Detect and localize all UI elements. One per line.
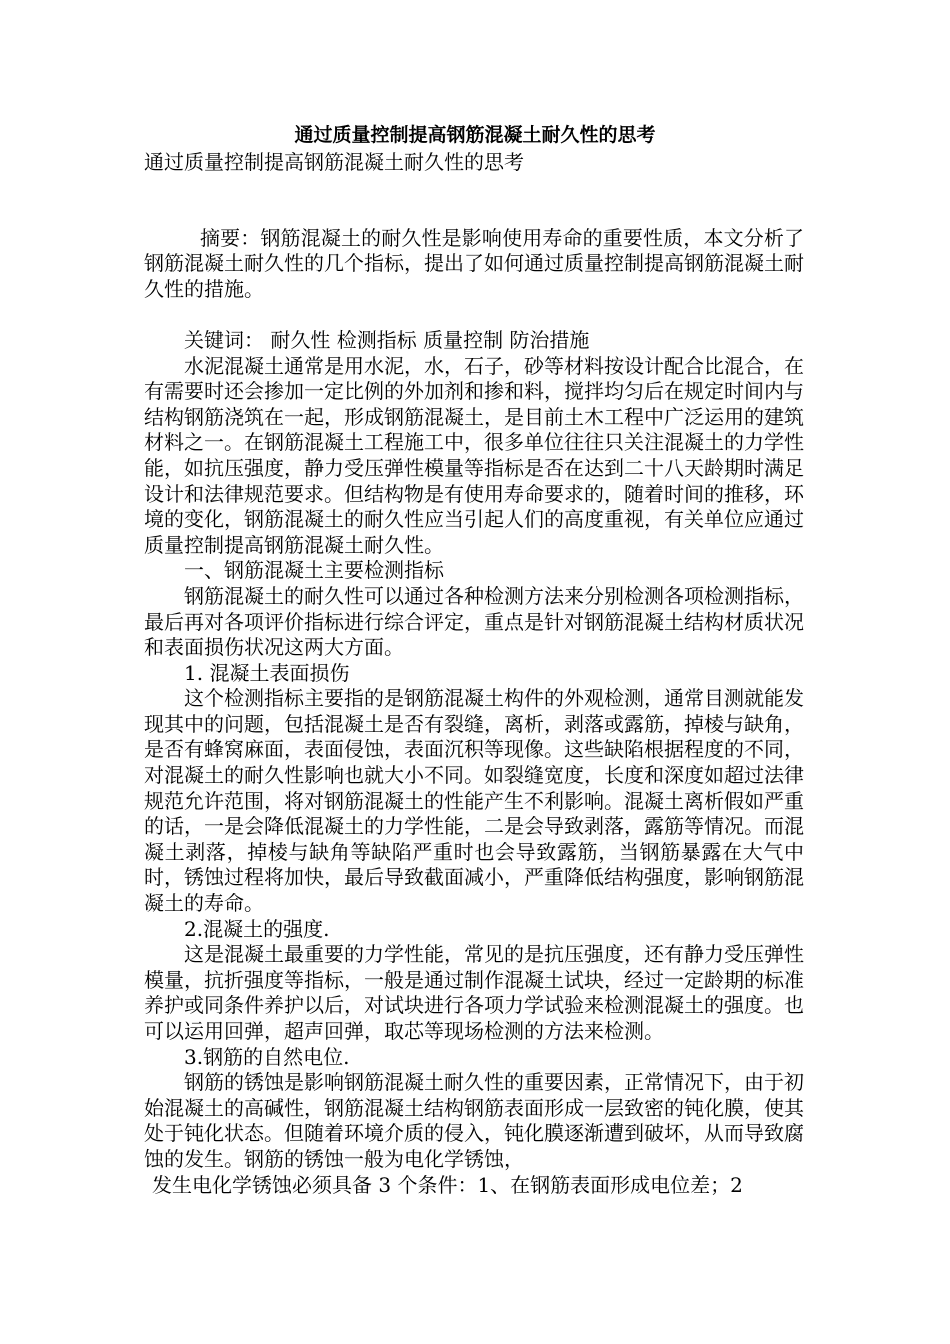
keywords-line: 关键词： 耐久性 检测指标 质量控制 防治措施	[184, 327, 590, 352]
natural-potential-paragraph: 钢筋的锈蚀是影响钢筋混凝土耐久性的重要因素，正常情况下，由于初始混凝土的高碱性，钢筋混凝土结构钢筋表面形成一层致密的钝化膜，使其处于钝化状态。但随着环境介质的侵入，钝化膜逐渐遭到破坏，从而导致腐蚀的发生。钢筋的锈蚀一般为电化学锈蚀，	[144, 1070, 804, 1171]
continuation-line: 发生电化学锈蚀必须具备 3 个条件：1、在钢筋表面形成电位差；2	[152, 1172, 743, 1197]
section-heading-1: 一、钢筋混凝土主要检测指标	[184, 558, 444, 583]
abstract-paragraph: 摘要：钢筋混凝土的耐久性是影响使用寿命的重要性质，本文分析了钢筋混凝土耐久性的几个指标，提出了如何通过质量控制提高钢筋混凝土耐久性的措施。	[144, 225, 804, 301]
document-subtitle: 通过质量控制提高钢筋混凝土耐久性的思考	[144, 150, 524, 174]
subheading-strength: 2.混凝土的强度.	[184, 916, 330, 941]
section-1-paragraph: 钢筋混凝土的耐久性可以通过各种检测方法来分别检测各项检测指标，最后再对各项评价指标进行综合评定，重点是针对钢筋混凝土结构材质状况和表面损伤状况这两大方面。	[144, 583, 804, 660]
intro-paragraph: 水泥混凝土通常是用水泥，水，石子，砂等材料按设计配合比混合，在有需要时还会掺加一定比例的外加剂和掺和料，搅拌均匀后在规定时间内与结构钢筋浇筑在一起，形成钢筋混凝土，是目前土木工程中广泛运用的建筑材料之一。在钢筋混凝土工程施工中，很多单位往往只关注混凝土的力学性能，如抗压强度，静力受压弹性模量等指标是否在达到二十八天龄期时满足设计和法律规范要求。但结构物是有使用寿命要求的，随着时间的推移，环境的变化，钢筋混凝土的耐久性应当引起人们的高度重视，有关单位应通过质量控制提高钢筋混凝土耐久性。	[144, 353, 804, 557]
document-title: 通过质量控制提高钢筋混凝土耐久性的思考	[294, 124, 656, 146]
strength-paragraph: 这是混凝土最重要的力学性能，常见的是抗压强度，还有静力受压弹性模量，抗折强度等指标，一般是通过制作混凝土试块，经过一定龄期的标准养护或同条件养护以后，对试块进行各项力学试验来检测混凝土的强度。也可以运用回弹，超声回弹，取芯等现场检测的方法来检测。	[144, 942, 804, 1043]
surface-damage-paragraph: 这个检测指标主要指的是钢筋混凝土构件的外观检测，通常目测就能发现其中的问题，包括混凝土是否有裂缝，离析，剥落或露筋，掉棱与缺角，是否有蜂窝麻面，表面侵蚀，表面沉积等现像。这些缺陷根据程度的不同，对混凝土的耐久性影响也就大小不同。如裂缝宽度，长度和深度如超过法律规范允许范围，将对钢筋混凝土的性能产生不利影响。混凝土离析假如严重的话，一是会降低混凝土的力学性能，二是会导致剥落，露筋等情况。而混凝土剥落，掉棱与缺角等缺陷严重时也会导致露筋，当钢筋暴露在大气中时，锈蚀过程将加快，最后导致截面减小，严重降低结构强度，影响钢筋混凝土的寿命。	[144, 686, 804, 916]
subheading-surface-damage: 1. 混凝土表面损伤	[184, 660, 350, 685]
document-body	[144, 200, 804, 1198]
subheading-natural-potential: 3.钢筋的自然电位.	[184, 1044, 350, 1069]
